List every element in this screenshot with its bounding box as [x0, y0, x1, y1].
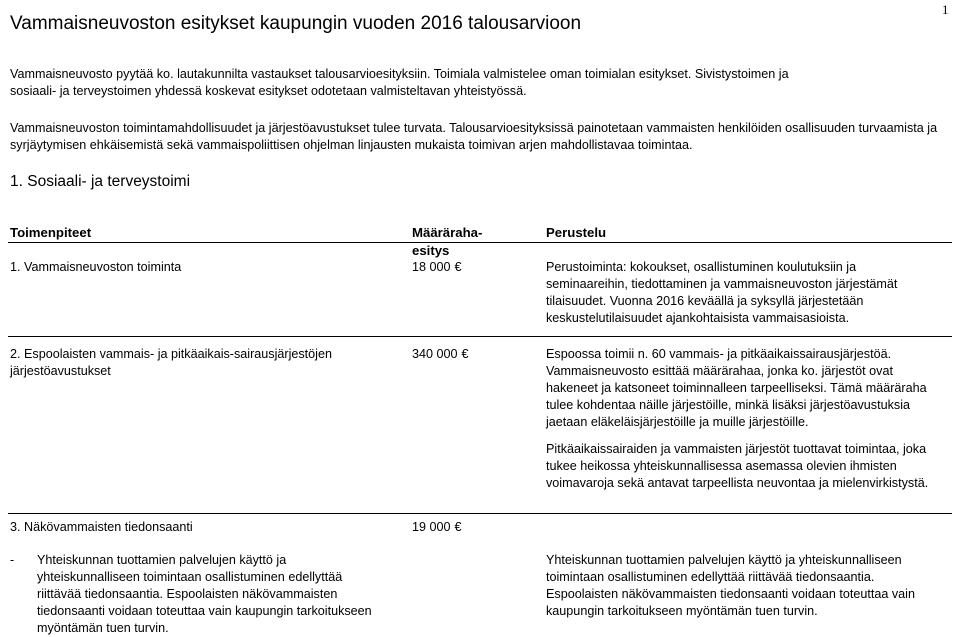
row1-amount [412, 259, 462, 276]
section-heading: 1. Sosiaali- ja terveystoimi [10, 173, 191, 190]
column-header-actions: Toimenpiteet [10, 225, 92, 240]
page-number: 1 [942, 2, 949, 17]
euro-icon: € [454, 260, 462, 274]
column-header-appropriation-line2: esitys [412, 243, 450, 258]
row1-justification: Perustoiminta: kokoukset, osallistuminen koulutuksiin ja seminaareihin, tiedottaminen ja vammaisneuvoston järjestämät tilaisuudet. Vuonna 2016 keväällä ja syksyllä järjestetään keskustelutilaisuudet ajankohtaisista vammaisasioista. [546, 260, 898, 325]
header-rule [8, 242, 952, 243]
intro-paragraph-1: Vammaisneuvosto pyytää ko. lautakunnilta vastaukset talousarvioesityksiin. Toimiala valmistelee oman toimialan esitykset. Sivistystoimen ja sosiaali- ja terveystoimen yhdessä koskevat esitykset odotetaan valmisteltavan yhteistyössä. [10, 67, 789, 98]
column-header-appropriation-line1: Määräraha- [412, 225, 483, 240]
euro-icon: € [454, 520, 462, 534]
row2-justification: Espoossa toimii n. 60 vammais- ja pitkäaikaissairausjärjestöä. Vammaisneuvosto esittää määrärahaa, jonka ko. järjestöt ovat hakeneet ja katsoneet toiminnalleen tarpeelliseksi. Tämä määräraha tulee kohdentaa näille järjestöille, minkä lisäksi järjestöavustuksia jaetaan eläkeläisjärjestöille ja muille järjestöille. [546, 347, 927, 429]
row2-action: 2. Espoolaisten vammais- ja pitkäaikais-sairausjärjestöjen järjestöavustukset [10, 347, 332, 378]
row-separator [8, 513, 952, 514]
row3-amount-value: 19 000 [412, 520, 451, 534]
row3-justification: Yhteiskunnan tuottamien palvelujen käyttö ja yhteiskunnalliseen toimintaan osallistuminen edellyttää riittävää tiedonsaantia. Espoolaisten näkövammaisten tiedonsaanti voidaan toteuttaa vain kaupungin tarkoitukseen myöntämän tuen turvin. [546, 553, 915, 618]
column-header-justification: Perustelu [546, 225, 607, 240]
row2-justification-2: Pitkäaikaissairaiden ja vammaisten järjestöt tuottavat toimintaa, joka tukee heikossa yhteiskunnallisessa asemassa olevien ihmisten voimavaroja sekä antavat tarpeellista neuvontaa ja mielenvirkistystä. [546, 442, 929, 490]
row1-action: 1. Vammaisneuvoston toiminta [10, 260, 182, 274]
row3-amount [412, 519, 462, 536]
row-separator [8, 336, 952, 337]
row2-amount-value: 340 000 [412, 347, 458, 361]
euro-icon: € [461, 347, 469, 361]
document-title: Vammaisneuvoston esitykset kaupungin vuoden 2016 talousarvioon [10, 13, 582, 34]
row3-sub-action: Yhteiskunnan tuottamien palvelujen käyttö ja yhteiskunnalliseen toimintaan osallistuminen edellyttää riittävää tiedonsaantia. Espoolaisten näkövammaisten tiedonsaanti voidaan toteuttaa vain kaupungin tarkoitukseen myöntämän tuen turvin. [37, 553, 372, 635]
row3-action: 3. Näkövammaisten tiedonsaanti [10, 520, 193, 534]
row3-sub-bullet: - [10, 553, 15, 567]
row1-amount-value: 18 000 [412, 260, 451, 274]
intro-paragraph-2: Vammaisneuvoston toimintamahdollisuudet ja järjestöavustukset tulee turvata. Talousarvioesityksissä painotetaan vammaisten henkilöiden osallisuuden turvaamista ja syrjäytymisen ehkäisemistä sekä vammaispoliittisen ohjelman linjausten mukaista toimivan arjen mahdollistavaa toimintaa. [10, 121, 938, 152]
row2-amount [412, 346, 469, 363]
